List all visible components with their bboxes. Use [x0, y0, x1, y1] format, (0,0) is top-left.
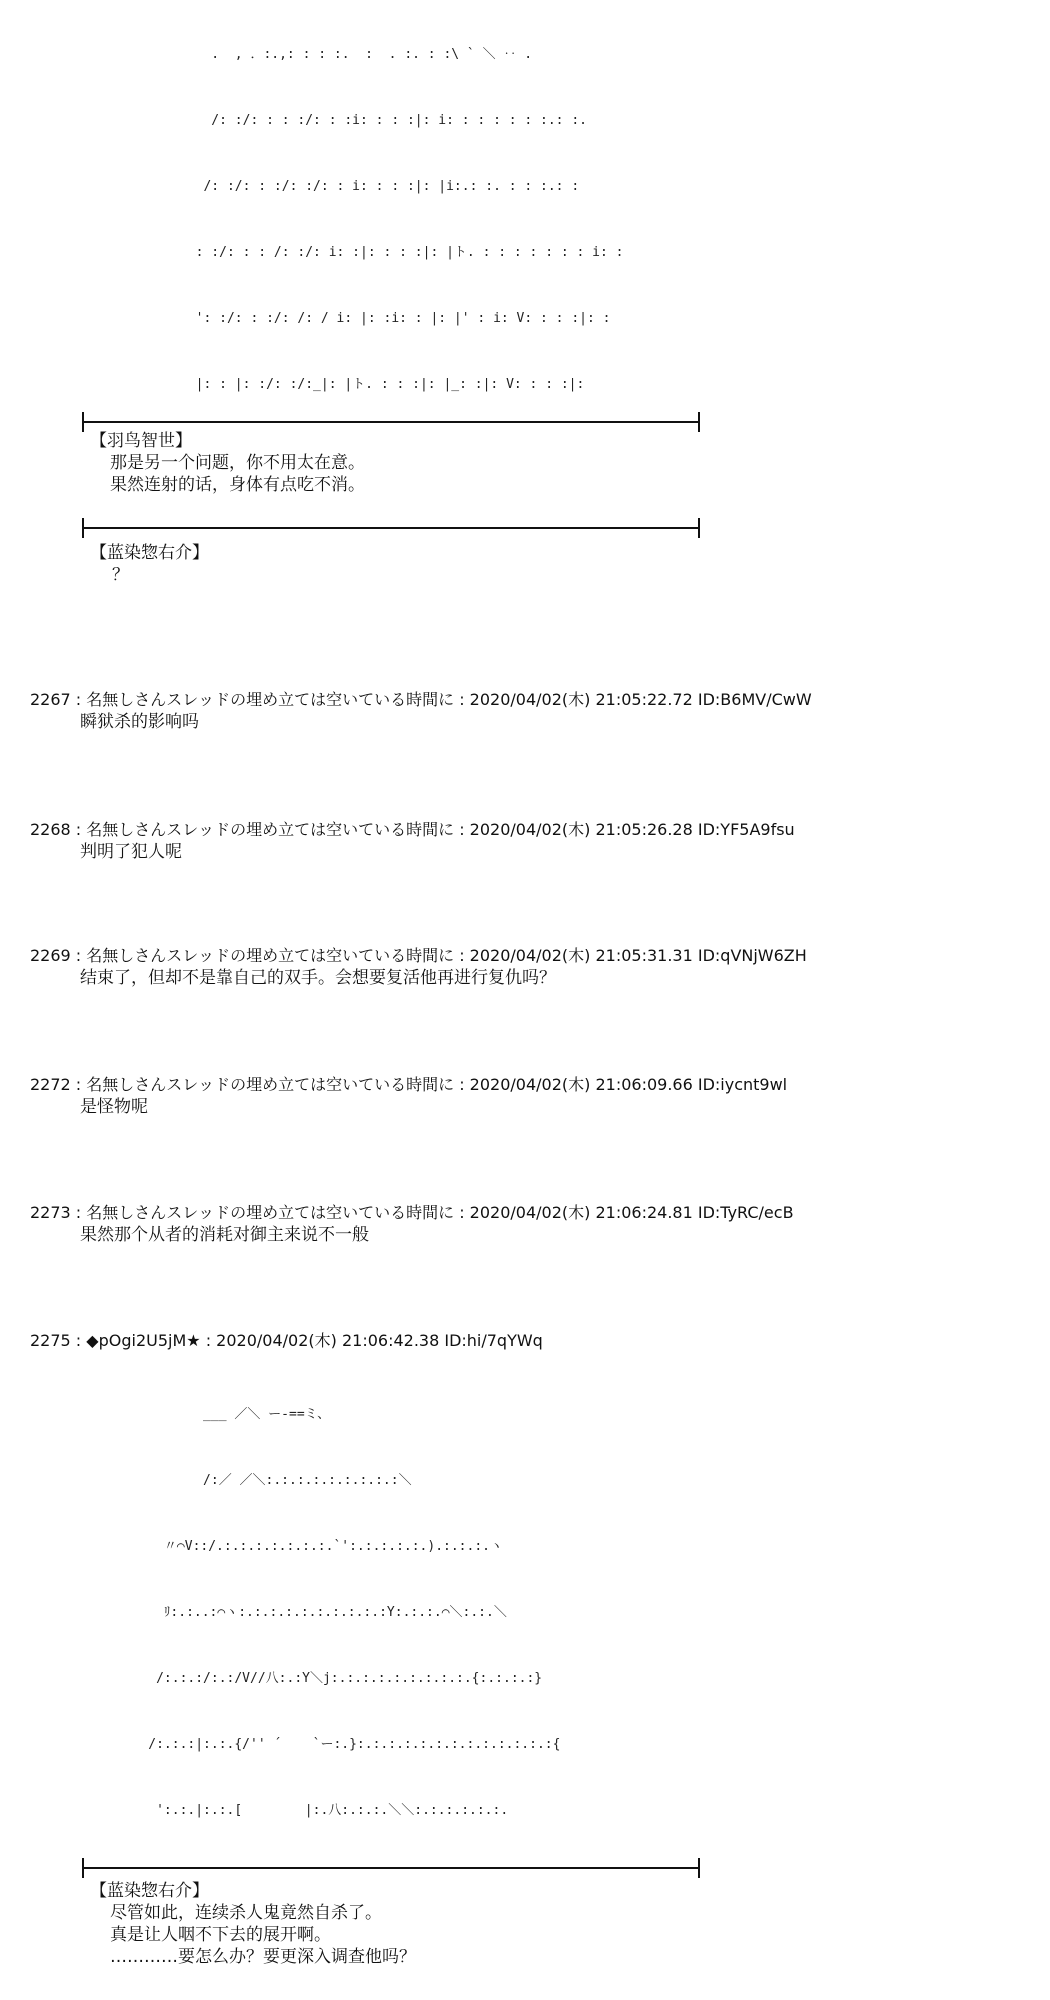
post-message: 判明了犯人呢 [80, 842, 182, 862]
dialogue-line: 果然连射的话，身体有点吃不消。 [110, 475, 365, 495]
art-bottom-line: /:.:.:/:.:/V//八:.:Y＼j:.:.:.:.:.:.:.:.:.{:.:.:.:} [70, 1671, 543, 1686]
art-bottom-line: ___ ／＼ ー-==ミ、 [70, 1407, 331, 1422]
dialogue-line: ？ [112, 565, 129, 585]
dialogue-line: 真是让人咽不下去的展开啊。 [110, 1925, 331, 1945]
post-message: 结束了，但却不是靠自己的双手。会想要复活他再进行复仇吗？ [80, 968, 556, 988]
art-bottom-line: /:.:.:|:.:.{/'' ´ `ー:.}:.:.:.:.:.:.:.:.:.:.:.:.:{ [70, 1737, 561, 1752]
post-header: 2268 : 名無しさんスレッドの埋め立ては空いている時間に : 2020/04/02(木) 21:05:26.28 ID:YF5A9fsu [30, 820, 795, 839]
separator-cap [698, 518, 700, 538]
art-top-line: . , ．:.,: : : :. : . :. : :\ ` ＼ ‥ . [180, 47, 533, 62]
art-bottom-line: /:／ ／＼:.:.:.:.:.:.:.:.:＼ [70, 1473, 412, 1488]
dialogue-line: …………要怎么办？要更深入调查他吗？ [110, 1947, 416, 1967]
art-top-line: ': :/: : :/: /: / i: |: :i: : |: |' : i: V: : : :|: : [180, 311, 611, 326]
speaker-name: 【羽鸟智世】 [90, 431, 192, 451]
speaker-name: 【蓝染惣右介】 [90, 543, 209, 563]
separator-cap [82, 518, 84, 538]
dialogue-line: 那是另一个问题，你不用太在意。 [110, 453, 365, 473]
ascii-art-bottom [70, 1360, 670, 1850]
separator-cap [82, 1858, 84, 1878]
post-message: 果然那个从者的消耗对御主来说不一般 [80, 1225, 369, 1245]
post-header: 2269 : 名無しさんスレッドの埋め立ては空いている時間に : 2020/04/02(木) 21:05:31.31 ID:qVNjW6ZH [30, 946, 807, 965]
ascii-art-top [180, 0, 740, 415]
art-top-line: /: :/: : : :/: : :i: : : :|: i: : : : : : :.: :. [180, 113, 587, 128]
post-message: 瞬狱杀的影响吗 [80, 712, 199, 732]
separator-cap [698, 412, 700, 432]
dialogue-line: 尽管如此，连续杀人鬼竟然自杀了。 [110, 1903, 382, 1923]
art-top-line: |: : |: :/: :/:_|: |ト. : : :|: |_: :|: V: : : :|: [180, 377, 585, 392]
post-message: 是怪物呢 [80, 1097, 148, 1117]
art-top-line: : :/: : : /: :/: i: :|: : : :|: |ト. : : : : : : : i: : [180, 245, 624, 260]
post-header: 2267 : 名無しさんスレッドの埋め立ては空いている時間に : 2020/04/02(木) 21:05:22.72 ID:B6MV/CwW [30, 690, 812, 709]
separator-rule [82, 527, 700, 529]
art-bottom-line: ':.:.|:.:.[ |:.八:.:.:.＼＼:.:.:.:.:.:. [70, 1803, 509, 1818]
separator-cap [82, 412, 84, 432]
art-top-line: /: :/: : :/: :/: : i: : : :|: |i:.: :. : : :.: : [180, 179, 580, 194]
art-bottom-line: ﾘ:.:..:⌒ヽ:.:.:.:.:.:.:.:.:.:Y:.:.:.⌒＼:.:.＼ [70, 1605, 507, 1620]
separator-rule [82, 421, 700, 423]
speaker-name: 【蓝染惣右介】 [90, 1881, 209, 1901]
post-header: 2273 : 名無しさんスレッドの埋め立ては空いている時間に : 2020/04/02(木) 21:06:24.81 ID:TyRC/ecB [30, 1203, 794, 1222]
separator-cap [698, 1858, 700, 1878]
separator-rule [82, 1867, 700, 1869]
art-bottom-line: 〃⌒V::/.:.:.:.:.:.:.:.`':.:.:.:.:.).:.:.:.ヽ [70, 1539, 503, 1554]
post-header: 2275 : ◆pOgi2U5jM★ : 2020/04/02(木) 21:06:42.38 ID:hi/7qYWq [30, 1331, 543, 1350]
post-header: 2272 : 名無しさんスレッドの埋め立ては空いている時間に : 2020/04/02(木) 21:06:09.66 ID:iycnt9wl [30, 1075, 788, 1094]
